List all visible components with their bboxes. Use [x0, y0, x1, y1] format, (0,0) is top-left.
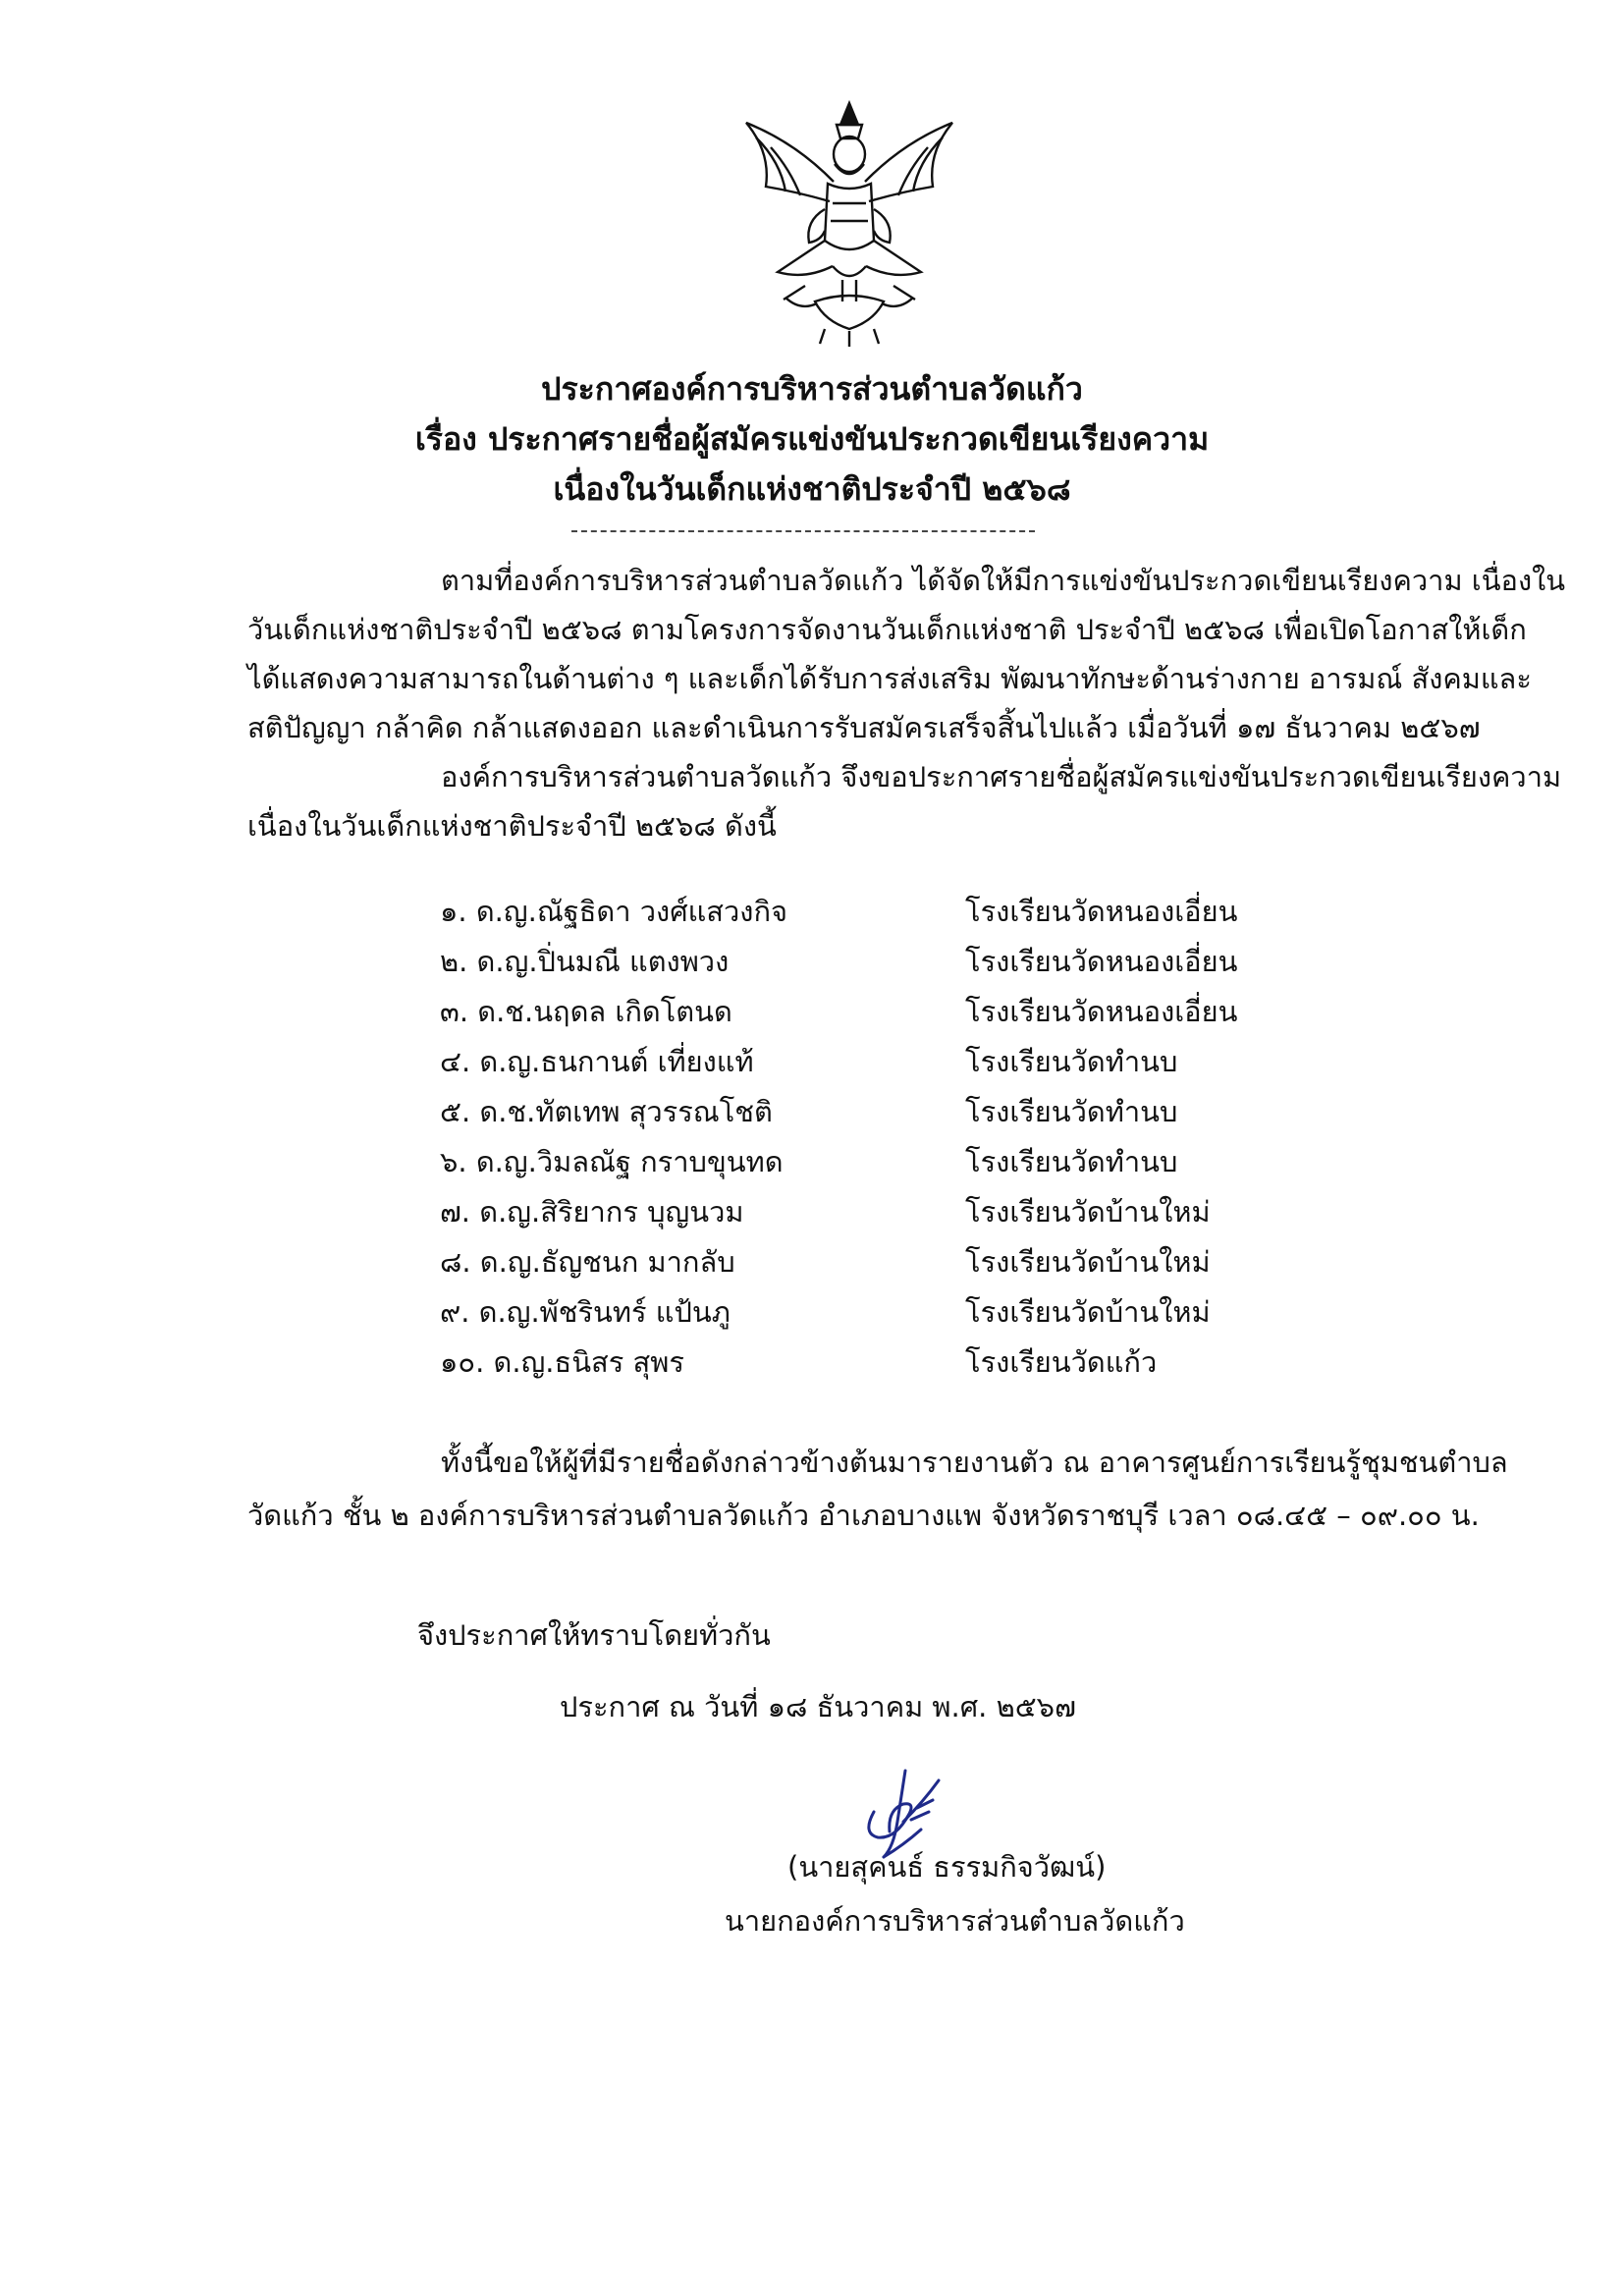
applicant-row [0, 1091, 1624, 1134]
applicant-name: ๗. ด.ญ.สิริยากร บุญนวม [440, 1195, 744, 1229]
applicant-school: โรงเรียนวัดบ้านใหม่ [965, 1245, 1211, 1279]
applicant-name: ๖. ด.ญ.วิมลณัฐ กราบขุนทด [440, 1145, 784, 1178]
applicant-school: โรงเรียนวัดแก้ว [965, 1345, 1158, 1379]
applicant-name: ๘. ด.ญ.ธัญชนก มากลับ [440, 1245, 735, 1279]
applicant-row [0, 1291, 1624, 1335]
paragraph-1-line-4: สติปัญญา กล้าคิด กล้าแสดงออก และดำเนินการรับสมัครเสร็จสิ้นไปแล้ว เมื่อวันที่ ๑๗ ธันวาคม ๒๕๖๗ [247, 711, 1481, 744]
applicant-school: โรงเรียนวัดบ้านใหม่ [965, 1195, 1211, 1229]
paragraph-3-line-1: ทั้งนี้ขอให้ผู้ที่มีรายชื่อดังกล่าวข้างต้นมารายงานตัว ณ อาคารศูนย์การเรียนรู้ชุมชนตำบล [441, 1446, 1508, 1479]
applicant-row [0, 941, 1624, 984]
applicant-school: โรงเรียนวัดบ้านใหม่ [965, 1295, 1211, 1329]
paragraph-1-line-1: ตามที่องค์การบริหารส่วนตำบลวัดแก้ว ได้จัดให้มีการแข่งขันประกวดเขียนเรียงความ เนื่องใน [441, 564, 1566, 597]
applicant-row [0, 1341, 1624, 1385]
applicant-name: ๙. ด.ญ.พัชรินทร์ แป้นภู [440, 1295, 731, 1329]
paragraph-3-line-2: วัดแก้ว ชั้น ๒ องค์การบริหารส่วนตำบลวัดแก้ว อำเภอบางแพ จังหวัดราชบุรี เวลา ๐๘.๔๕ – ๐๙.๐๐ น. [247, 1499, 1480, 1532]
announcement-title: ประกาศองค์การบริหารส่วนตำบลวัดแก้ว [541, 370, 1083, 408]
paragraph-2-line-2: เนื่องในวันเด็กแห่งชาติประจำปี ๒๕๖๘ ดังนี้ [247, 809, 777, 843]
applicant-row [0, 1191, 1624, 1234]
announcement-date: ประกาศ ณ วันที่ ๑๘ ธันวาคม พ.ศ. ๒๕๖๗ [560, 1690, 1076, 1723]
applicant-name: ๔. ด.ญ.ธนกานต์ เที่ยงแท้ [440, 1045, 754, 1078]
closing-statement: จึงประกาศให้ทราบโดยทั่วกัน [417, 1618, 771, 1652]
paragraph-1-line-2: วันเด็กแห่งชาติประจำปี ๒๕๖๘ ตามโครงการจัดงานวันเด็กแห่งชาติ ประจำปี ๒๕๖๘ เพื่อเปิดโอกาสให้เด็ก [247, 613, 1527, 646]
applicant-row [0, 1041, 1624, 1084]
paragraph-1-line-3: ได้แสดงความสามารถในด้านต่าง ๆ และเด็กได้รับการส่งเสริม พัฒนาทักษะด้านร่างกาย อารมณ์ สังคมและ [247, 662, 1532, 695]
signer-title: นายกองค์การบริหารส่วนตำบลวัดแก้ว [725, 1904, 1185, 1938]
signer-name: (นายสุคนธ์ ธรรมกิจวัฒน์) [787, 1850, 1107, 1884]
applicant-name: ๒. ด.ญ.ปิ่นมณี แตงพวง [440, 945, 730, 978]
title-divider [571, 530, 1035, 532]
applicant-school: โรงเรียนวัดทำนบ [965, 1095, 1178, 1128]
applicant-row [0, 891, 1624, 934]
applicant-row [0, 1141, 1624, 1184]
applicant-name: ๓. ด.ช.นฤดล เกิดโตนด [440, 995, 732, 1028]
paragraph-2-line-1: องค์การบริหารส่วนตำบลวัดแก้ว จึงขอประกาศรายชื่อผู้สมัครแข่งขันประกวดเขียนเรียงความ [441, 760, 1562, 793]
applicant-name: ๕. ด.ช.ทัตเทพ สุวรรณโชติ [440, 1095, 773, 1128]
applicant-row [0, 991, 1624, 1034]
applicant-school: โรงเรียนวัดหนองเอี่ยน [965, 895, 1238, 928]
applicant-school: โรงเรียนวัดหนองเอี่ยน [965, 995, 1238, 1028]
applicant-row [0, 1241, 1624, 1285]
announcement-subject-line-2: เนื่องในวันเด็กแห่งชาติประจำปี ๒๕๖๘ [553, 470, 1071, 508]
applicant-name: ๑๐. ด.ญ.ธนิสร สุพร [440, 1345, 684, 1379]
announcement-subject: เรื่อง ประกาศรายชื่อผู้สมัครแข่งขันประกวดเขียนเรียงความ [414, 420, 1210, 458]
applicant-name: ๑. ด.ญ.ณัฐธิดา วงศ์แสวงกิจ [440, 895, 788, 928]
garuda-emblem-icon [727, 93, 972, 354]
applicant-school: โรงเรียนวัดหนองเอี่ยน [965, 945, 1238, 978]
applicant-school: โรงเรียนวัดทำนบ [965, 1145, 1178, 1178]
applicant-school: โรงเรียนวัดทำนบ [965, 1045, 1178, 1078]
